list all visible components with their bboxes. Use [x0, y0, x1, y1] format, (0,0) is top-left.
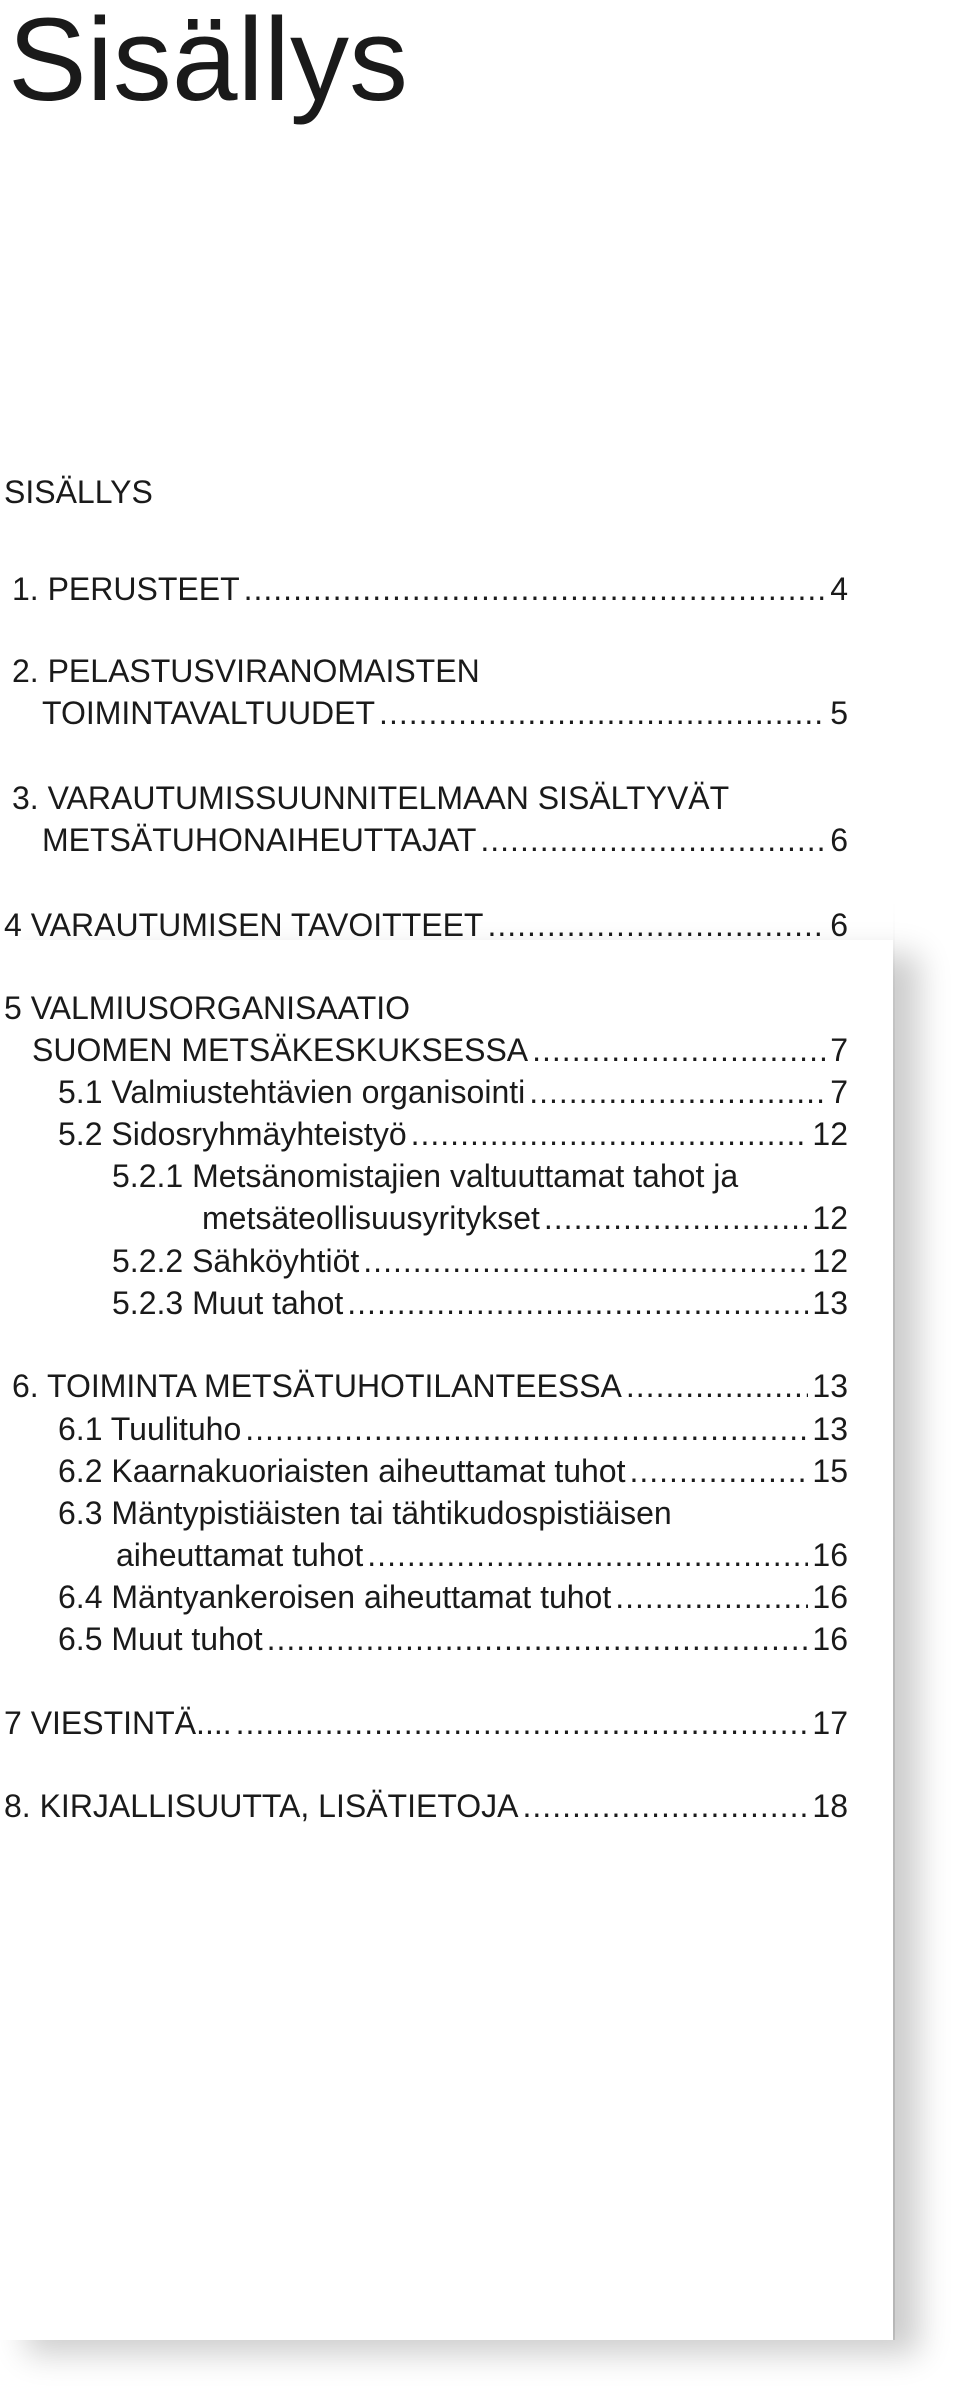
- toc-leader-dots: [236, 1702, 809, 1744]
- toc-entry[interactable]: [58, 1071, 848, 1113]
- toc-entry-title: 5.2.3 Muut tahot: [112, 1285, 344, 1321]
- toc-page-number: 5: [830, 695, 848, 731]
- toc-entry-title: 5.2.1 Metsänomistajien valtuuttamat tahot ja: [112, 1158, 739, 1194]
- toc-page-number: 17: [812, 1705, 848, 1741]
- toc-entry[interactable]: [58, 1408, 848, 1450]
- toc-entry-title: 4 VARAUTUMISEN TAVOITTEET: [4, 907, 484, 943]
- toc-page-number: 7: [830, 1074, 848, 1110]
- toc-entry-title: 6.1 Tuulituho: [58, 1411, 242, 1447]
- toc-leader-dots: [523, 1785, 809, 1827]
- toc-page-number: 16: [812, 1579, 848, 1615]
- toc-page-number: 12: [812, 1116, 848, 1152]
- toc-entry-title: TOIMINTAVALTUUDET: [42, 695, 376, 731]
- toc-leader-dots: [529, 1071, 826, 1113]
- toc-leader-dots: [411, 1113, 809, 1155]
- toc-page-number: 18: [812, 1788, 848, 1824]
- toc-page-number: 6: [830, 907, 848, 943]
- toc-entry-title: METSÄTUHONAIHEUTTAJAT: [42, 822, 477, 858]
- toc-leader-dots: [367, 1534, 808, 1576]
- toc-entry[interactable]: [4, 1702, 848, 1744]
- toc-page-number: 16: [812, 1621, 848, 1657]
- toc-page-number: 6: [830, 822, 848, 858]
- toc-entry-title: 6. TOIMINTA METSÄTUHOTILANTEESSA: [12, 1368, 622, 1404]
- toc-page-number: 12: [812, 1200, 848, 1236]
- toc-leader-dots: [379, 692, 826, 734]
- toc-entry-title: 6.2 Kaarnakuoriaisten aiheuttamat tuhot: [58, 1453, 626, 1489]
- toc-entry[interactable]: [58, 1450, 848, 1492]
- toc-entry[interactable]: [4, 904, 848, 946]
- toc-leader-dots: [615, 1576, 808, 1618]
- toc-leader-dots: [245, 1408, 808, 1450]
- toc-entry-title: 7 VIESTINTÄ....: [4, 1705, 232, 1741]
- toc-entry-title: 6.4 Mäntyankeroisen aiheuttamat tuhot: [58, 1579, 612, 1615]
- toc-entry[interactable]: [12, 650, 848, 734]
- toc-entry-title: 5.1 Valmiustehtävien organisointi: [58, 1074, 526, 1110]
- toc-entry[interactable]: [12, 1365, 848, 1407]
- toc-leader-dots: [480, 819, 826, 861]
- toc-leader-dots: [544, 1197, 809, 1239]
- toc-leader-dots: [267, 1618, 809, 1660]
- toc-page-number: 7: [830, 1032, 848, 1068]
- toc-entry[interactable]: [4, 1785, 848, 1827]
- toc-entry-title: 8. KIRJALLISUUTTA, LISÄTIETOJA: [4, 1788, 519, 1824]
- toc-leader-dots: [487, 904, 826, 946]
- toc-leader-dots: [626, 1365, 809, 1407]
- toc-entry-title: metsäteollisuusyritykset: [202, 1200, 540, 1236]
- toc-leader-dots: [363, 1240, 808, 1282]
- toc-leader-dots: [532, 1029, 826, 1071]
- toc-entry[interactable]: [58, 1576, 848, 1618]
- toc-entry[interactable]: [58, 1618, 848, 1660]
- toc-page-number: 13: [812, 1285, 848, 1321]
- toc-entry[interactable]: [12, 568, 848, 610]
- toc-entry-title: 6.3 Mäntypistiäisten tai tähtikudospistiäisen: [58, 1495, 672, 1531]
- toc-page-number: 15: [812, 1453, 848, 1489]
- toc-page-number: 4: [830, 571, 848, 607]
- toc-entry-title: 5 VALMIUSORGANISAATIO: [4, 990, 411, 1026]
- toc-entry-title: 2. PELASTUSVIRANOMAISTEN: [12, 653, 480, 689]
- toc-leader-dots: [347, 1282, 808, 1324]
- toc-entry[interactable]: [58, 1492, 848, 1576]
- toc-entry[interactable]: [4, 987, 848, 1071]
- toc-page-number: 16: [812, 1537, 848, 1573]
- toc-entry-title: 1. PERUSTEET: [12, 571, 240, 607]
- toc-entry-title: 3. VARAUTUMISSUUNNITELMAAN SISÄLTYVÄT: [12, 780, 730, 816]
- toc-entry-title: aiheuttamat tuhot: [116, 1537, 364, 1573]
- toc-entry[interactable]: [112, 1240, 848, 1282]
- toc-entry-title: 6.5 Muut tuhot: [58, 1621, 263, 1657]
- toc-heading: SISÄLLYS: [4, 474, 153, 510]
- toc-page-number: 13: [812, 1368, 848, 1404]
- toc-entry[interactable]: [112, 1155, 848, 1239]
- toc-entry[interactable]: [58, 1113, 848, 1155]
- toc-entry-title: 5.2 Sidosryhmäyhteistyö: [58, 1116, 407, 1152]
- toc-entry[interactable]: [112, 1282, 848, 1324]
- toc-page-number: 13: [812, 1411, 848, 1447]
- toc-leader-dots: [629, 1450, 808, 1492]
- toc-entry-title: 5.2.2 Sähköyhtiöt: [112, 1243, 360, 1279]
- toc-page-number: 12: [812, 1243, 848, 1279]
- toc-leader-dots: [244, 568, 827, 610]
- page-title: Sisällys: [8, 0, 408, 126]
- toc-entry[interactable]: [12, 777, 848, 861]
- toc-entry-title: SUOMEN METSÄKESKUKSESSA: [32, 1032, 529, 1068]
